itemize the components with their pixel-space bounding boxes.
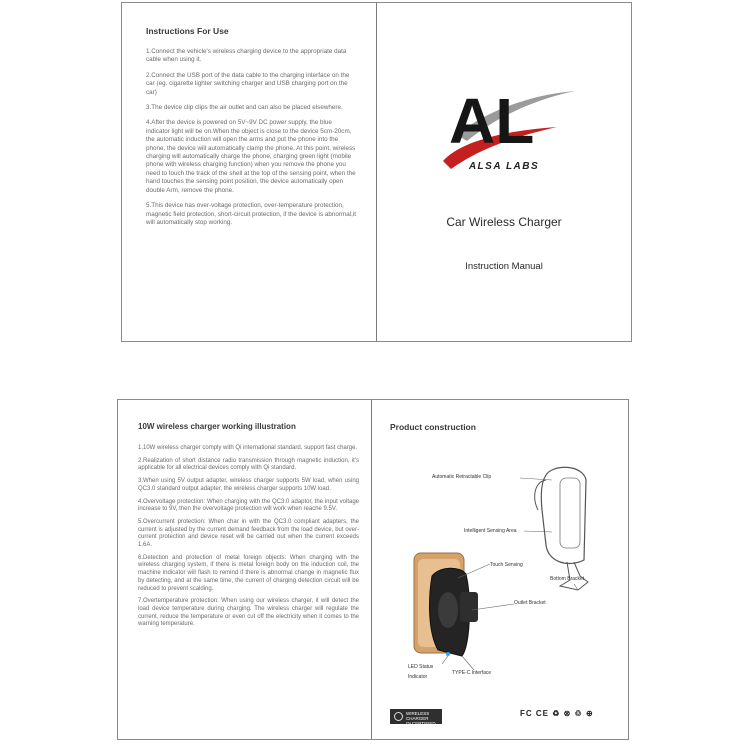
brand-name: ALSA LABS bbox=[468, 161, 540, 172]
cover-panel bbox=[377, 3, 631, 341]
construction-panel bbox=[372, 400, 630, 739]
charger-diagram-icon bbox=[402, 450, 622, 705]
label-sensing-area: Intelligent Sensing Area bbox=[464, 528, 517, 534]
illustration-item: 6.Detection and protection of metal foreign objects: When charging with the wireless charging system, if there is metal foreign body on the induction coil, the machine indicator will flash to remind if there is abnormal change in magnetic flux by detecting, and at the same time, the current of charging detection circuit will be reduced to prevent scalding. bbox=[138, 554, 359, 592]
instruction-item: 3.The device clip clips the air outlet and can also be placed elsewhere. bbox=[146, 104, 343, 112]
instructions-panel bbox=[122, 3, 376, 341]
label-touch-sensing: Touch Sensing bbox=[490, 562, 523, 568]
manual-cover-sheet bbox=[121, 2, 632, 342]
illustration-item: 5.Overcurrent protection: When char in with the QC3.0 compliant adapters, the current is adjusted by the current demand feedback from the load device, but over-current protection and device reset will be carried out when the current exceeds 1.6A. bbox=[138, 518, 359, 549]
instruction-item: 1.Connect the vehicle's wireless charging device to the appropriate data cable when using it. bbox=[146, 48, 347, 64]
illustration-panel bbox=[118, 400, 371, 739]
illustration-item: 2.Realization of short distance radio transmission through magnetic induction, it's applicable for all electrical devices comply with Qi standard. bbox=[138, 457, 359, 472]
instruction-item: 4.After the device is powered on 5V~9V DC power supply, the blue indicator light will be on.When the object is close to the device 5cm-20cm, the automatic induction will open the arms and put the phone into the phone, the device will automatically clamp the phone. At this point, wireless charging will automatically charge the phone, charging green light (mobile phone with wireless charging function) when you remove the phone you need to touch the track of the shell at the top of the sensing point, when the hand touches the sensing point position, the device automatically open double Arm, remove the phone. bbox=[146, 119, 356, 194]
label-retractable-clip: Automatic Retractable Clip bbox=[432, 474, 492, 480]
illustration-heading: 10W wireless charger working illustration bbox=[138, 422, 296, 431]
badge-line-2: QI CERTIFIED bbox=[406, 721, 436, 726]
certification-badge bbox=[390, 709, 442, 724]
illustration-item: 3.When using 5V output adapter, wireless charger supports 5W load, when using QC3.0 standard output adapter, the wireless charger supports 10W load. bbox=[138, 478, 359, 492]
manual-inner-sheet bbox=[117, 399, 629, 740]
wireless-icon bbox=[394, 712, 403, 721]
label-led-status: LED Status bbox=[408, 664, 434, 670]
illustration-item: 4.Overvoltage protection: When charging with the QC3.0 adaptor, the input voltage increase to 9V, then the overvoltage protection will work when reache 9.5V. bbox=[138, 498, 359, 513]
badge-line-1: WIRELESS CHARGER bbox=[406, 711, 430, 721]
illustration-item: 7.Overtemperature protection: When using our wireless charger, it will detect the load device temperature during charging. The wireless charger will regulate the current, reduce the temperature or even cut off the electricity when it comes to the warning temperature. bbox=[138, 598, 359, 628]
manual-subtitle: Instruction Manual bbox=[465, 261, 543, 272]
label-outlet-bracket: Outlet Bracket bbox=[514, 600, 546, 606]
label-indicator: Indicator bbox=[408, 674, 428, 680]
illustration-item: 1.10W wireless charger comply with Qi international standard, support fast charge. bbox=[138, 445, 358, 451]
logo-letters: AL bbox=[449, 85, 535, 157]
instruction-item: 2.Connect the USB port of the data cable to the charging interface on the car (eg. cigarette lighter switching charger and USB charging port on the car) bbox=[146, 71, 350, 96]
construction-heading: Product construction bbox=[390, 422, 476, 432]
label-bottom-bracket: Bottom Bracket bbox=[550, 576, 585, 582]
label-type-c: TYPE-C Interface bbox=[452, 670, 492, 676]
instruction-item: 5.This device has over-voltage protection, over-temperature protection, magnetic field protection, short-circuit protection, if the device is abnormal,it will automatically stop working. bbox=[146, 202, 356, 226]
instructions-heading: Instructions For Use bbox=[146, 26, 229, 36]
compliance-marks: FC CE ♻ ⊗ ♲ ⊕ bbox=[520, 709, 594, 718]
product-title: Car Wireless Charger bbox=[446, 215, 562, 229]
